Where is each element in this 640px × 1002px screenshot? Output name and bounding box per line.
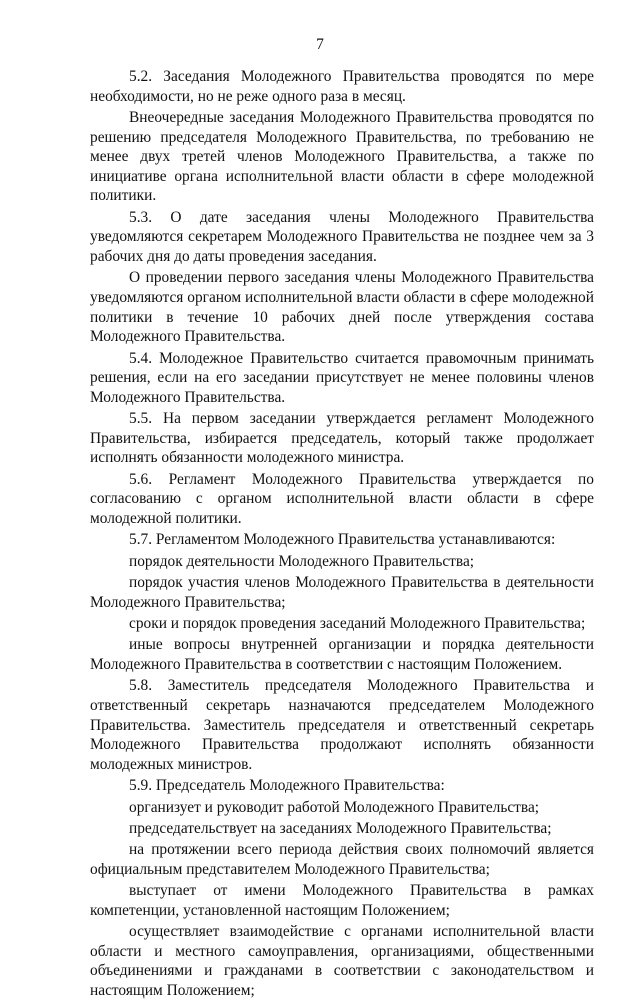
page-number: 7 [316,36,324,53]
list-item-other-questions: иные вопросы внутренней организации и порядка деятельности Молодежного Правительства в соответствии с настоящим Положением. [90,636,594,673]
paragraph-5-3: 5.3. О дате заседания члены Молодежного Правительства уведомляются секретарем Молодежного Правительства не позднее чем за 3 рабочих дня до даты проведения заседания. [90,208,594,265]
paragraph-5-8: 5.8. Заместитель председателя Молодежного Правительства и ответственный секретарь назначаются председателем Молодежного Правительства. Заместитель председателя и ответственный секретарь Молодежного Правительства продолжают исполнять обязанности молодежных министров. [90,677,594,773]
paragraph-5-2: 5.2. Заседания Молодежного Правительства проводятся по мере необходимости, но не реже одного раза в месяц. [90,68,594,105]
list-item-activity-order: порядок деятельности Молодежного Правительства; [129,552,475,570]
list-item-official-representative: на протяжении всего периода действия своих полномочий является официальным представителем Молодежного Правительства; [90,841,594,878]
paragraph-extraordinary-meetings: Внеочередные заседания Молодежного Правительства проводятся по решению председателя Молодежного Правительства, по требованию не менее двух третей членов Молодежного Правительства, а также по инициативе органа исполнительной власти области в сфере молодежной политики. [90,108,594,205]
paragraph-5-4: 5.4. Молодежное Правительство считается правомочным принимать решения, если на его заседании присутствует не менее половины членов Молодежного Правительства. [90,349,594,406]
paragraph-5-7: 5.7. Регламентом Молодежного Правительства устанавливаются: [129,531,556,549]
list-item-member-participation: порядок участия членов Молодежного Правительства в деятельности Молодежного Правительства; [90,574,594,611]
paragraph-5-6: 5.6. Регламент Молодежного Правительства утверждается по согласованию с органом исполнительной власти области в сфере молодежной политики. [90,470,594,527]
list-item-meeting-schedule: сроки и порядок проведения заседаний Молодежного Правительства; [129,615,586,632]
paragraph-first-meeting: О проведении первого заседания члены Молодежного Правительства уведомляются органом исполнительной власти области в сфере молодежной политики в течение 10 рабочих дней после утверждения состава Молодежного Правительства. [90,269,594,346]
list-item-organizes-work: организует и руководит работой Молодежного Правительства; [129,798,540,816]
list-item-speaks-on-behalf: выступает от имени Молодежного Правительства в рамках компетенции, установленной настоящим Положением; [90,882,594,919]
paragraph-5-5: 5.5. На первом заседании утверждается регламент Молодежного Правительства, избирается председатель, который также продолжает исполнять обязанности молодежного министра. [90,410,594,467]
list-item-chairs-meetings: председательствует на заседаниях Молодежного Правительства; [129,819,552,837]
document-body [90,67,594,1002]
paragraph-5-9: 5.9. Председатель Молодежного Правительства: [129,777,445,795]
list-item-interaction: осуществляет взаимодействие с органами исполнительной власти области и местного самоуправления, организациями, общественными объединениями и гражданами в соответствии с законодательством и настоящим Положением; [90,923,594,1000]
